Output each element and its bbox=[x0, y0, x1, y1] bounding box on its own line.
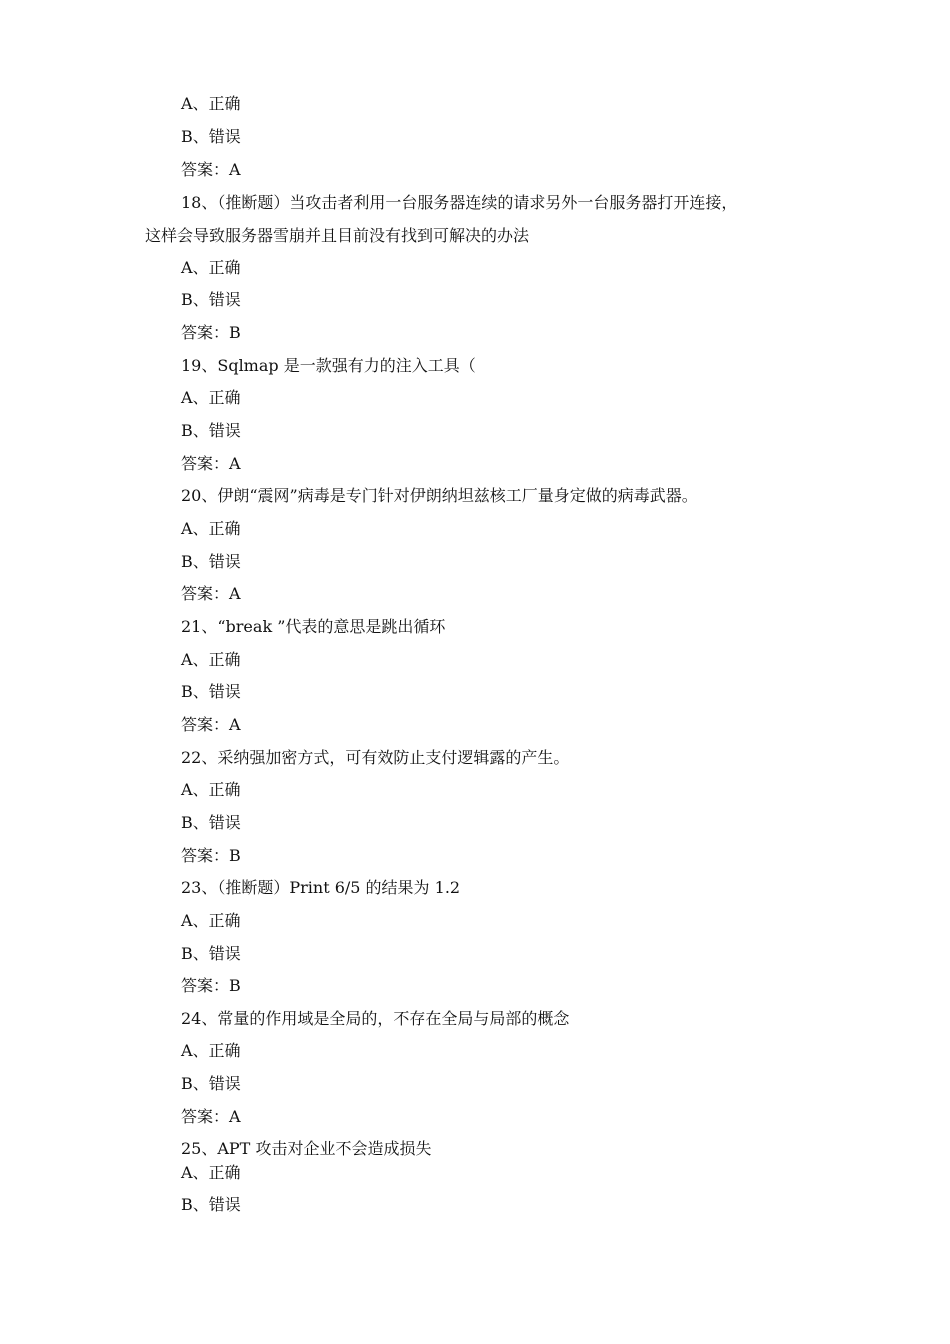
option-a: A、正确 bbox=[181, 1041, 241, 1060]
option-b: B、错误 bbox=[181, 290, 241, 309]
answer: 答案：B bbox=[181, 323, 241, 342]
question-18-continuation: 这样会导致服务器雪崩并且目前没有找到可解决的办法 bbox=[145, 226, 530, 245]
option-b: B、错误 bbox=[181, 813, 241, 832]
question-18: 18、（推断题）当攻击者利用一台服务器连续的请求另外一台服务器打开连接， bbox=[181, 193, 738, 212]
answer: 答案：A bbox=[181, 584, 241, 603]
option-a: A、正确 bbox=[181, 388, 241, 407]
answer: 答案：A bbox=[181, 715, 241, 734]
option-a: A、正确 bbox=[181, 258, 241, 277]
question-24: 24、常量的作用域是全局的，不存在全局与局部的概念 bbox=[181, 1009, 570, 1028]
option-b: B、错误 bbox=[181, 1074, 241, 1093]
option-a: A、正确 bbox=[181, 1163, 241, 1182]
option-a: A、正确 bbox=[181, 911, 241, 930]
option-b: B、错误 bbox=[181, 944, 241, 963]
option-b: B、错误 bbox=[181, 552, 241, 571]
answer: 答案：B bbox=[181, 846, 241, 865]
answer: 答案：A bbox=[181, 1107, 241, 1126]
question-21: 21、“break ”代表的意思是跳出循环 bbox=[181, 617, 446, 636]
option-b: B、错误 bbox=[181, 682, 241, 701]
question-22: 22、采纳强加密方式，可有效防止支付逻辑露的产生。 bbox=[181, 748, 570, 767]
option-a: A、正确 bbox=[181, 780, 241, 799]
option-b: B、错误 bbox=[181, 1195, 241, 1214]
option-a: A、正确 bbox=[181, 650, 241, 669]
question-25: 25、APT 攻击对企业不会造成损失 bbox=[181, 1139, 432, 1158]
option-a: A、正确 bbox=[181, 519, 241, 538]
option-a: A、正确 bbox=[181, 94, 241, 113]
question-19: 19、Sqlmap 是一款强有力的注入工具（ bbox=[181, 356, 476, 375]
question-20: 20、伊朗“震网”病毒是专门针对伊朗纳坦兹核工厂量身定做的病毒武器。 bbox=[181, 486, 698, 505]
answer: 答案：A bbox=[181, 160, 241, 179]
answer: 答案：A bbox=[181, 454, 241, 473]
option-b: B、错误 bbox=[181, 127, 241, 146]
answer: 答案：B bbox=[181, 976, 241, 995]
question-23: 23、（推断题）Print 6/5 的结果为 1.2 bbox=[181, 878, 461, 897]
option-b: B、错误 bbox=[181, 421, 241, 440]
